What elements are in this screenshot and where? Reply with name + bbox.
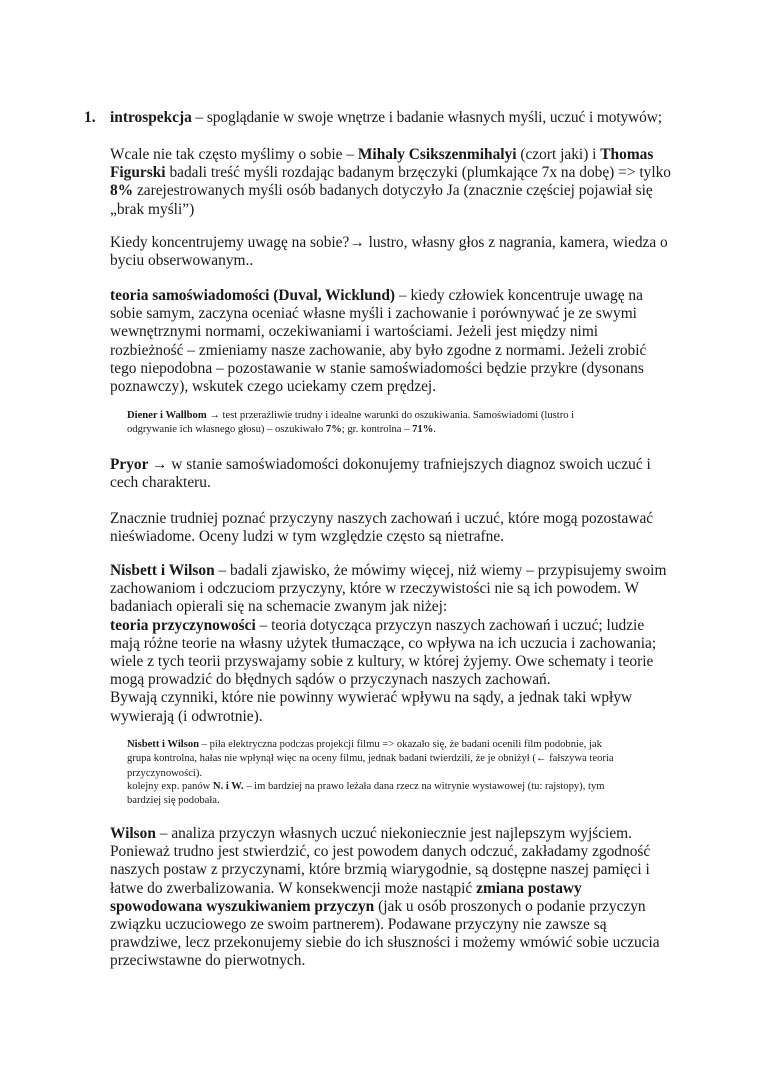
text-line: sobie samym, zaczyna oceniać własne myśli i zachowanie i porównywać je ze swymi <box>110 305 637 323</box>
text-line: byciu obserwowanym.. <box>110 252 254 270</box>
text-line: spowodowana wyszukiwaniem przyczyn (jak u osób proszonych o podanie przyczyn <box>110 897 646 915</box>
note-shop-window <box>110 780 670 809</box>
text-line: 8% zarejestrowanych myśli osób badanych dotyczyło Ja (znacznie częściej pojawiał się <box>110 182 653 200</box>
paragraph-pryor <box>110 456 670 492</box>
text-line: Nisbett i Wilson – badali zjawisko, że mówimy więcej, niż wiemy – przypisujemy swoim <box>110 562 667 579</box>
text-line: odgrywanie ich własnego głosu) – oszukiwało 7%; gr. kontrolna – 71%. <box>127 424 436 436</box>
text-line: bardziej się podobała. <box>127 795 220 807</box>
text-line: wywierają (i odwrotnie). <box>110 707 263 725</box>
text-line: Wcale nie tak często myślimy o sobie – Mihaly Csikszenmihalyi (czort jaki) i Thomas <box>110 146 654 163</box>
text-line: teoria samoświadomości (Duval, Wicklund) – kiedy człowiek koncentruje uwagę na <box>110 287 643 304</box>
text-line: łatwe do zwerbalizowania. W konsekwencji może nastąpić zmiana postawy <box>110 879 582 897</box>
text-line: tego niepodobna – pozostawanie w stanie samoświadomości będzie przykre (dysonans <box>110 359 644 377</box>
text-line: prawdziwe, lecz przekonujemy siebie do ich słuszności i możemy wmówić sobie uczucia <box>110 934 660 952</box>
heading-definition: – spoglądanie w swoje wnętrze i badanie własnych myśli, uczuć i motywów; <box>191 109 662 126</box>
paragraph-causes <box>110 510 670 546</box>
text-line: związku uczuciowego ze swoim partnerem). Podawane przyczyny nie zawsze są <box>110 916 607 934</box>
text-line: przeciwstawne do pierwotnych. <box>110 952 306 970</box>
text-line: Diener i Wallbom → test przeraźliwie trudny i idealne warunki do oszukiwania. Samoświadomi (lustro i <box>127 410 575 421</box>
text-line: zachowaniom i odczuciom przyczyny, które w rzeczywistości nie są ich powodem. W <box>110 580 640 598</box>
text-line: Znacznie trudniej poznać przyczyny naszych zachowań i uczuć, które mogą pozostawać <box>110 510 654 527</box>
paragraph-csikszentmihalyi <box>110 146 670 219</box>
text-line: mają różne teorie na własny użytek tłumaczące, co wpływa na ich uczucia i zachowania; <box>110 634 657 652</box>
text-line: mogą prowadzić do błędnych sądów o przyczynach naszych zachowań. <box>110 671 551 689</box>
list-heading <box>84 109 704 127</box>
text-line: kolejny exp. panów N. i W. – im bardziej na prawo leżała dana rzecz na witrynie wystawowej (tu: rajstopy), tym <box>127 781 605 792</box>
text-line: Kiedy koncentrujemy uwagę na sobie?→ lustro, własny głos z nagrania, kamera, wiedza o <box>110 234 668 251</box>
text-line: Pryor → w stanie samoświadomości dokonujemy trafniejszych diagnoz swoich uczuć i <box>110 456 651 473</box>
text-line: przyczynowości). <box>127 767 203 779</box>
text-line: Figurski badali treść myśli rozdając badanym brzęczyki (plumkające 7x na dobę) => tylko <box>110 164 671 182</box>
text-line: grupa kontrolna, hałas nie wpłynął więc na oceny filmu, jednak badani twierdzili, że je obniżył (← fałszywa teoria <box>127 753 614 765</box>
text-line: Nisbett i Wilson – piła elektryczna podczas projekcji filmu => okazało się, że badani ocenili film podobnie, jak <box>127 739 602 750</box>
text-line: „brak myśli”) <box>110 200 195 218</box>
text-line: poznawczy), wskutek czego uciekamy czem prędzej. <box>110 378 437 396</box>
text-line: wiele z tych teorii przyswajamy sobie z kultury, w której żyjemy. Owe schematy i teorie <box>110 653 654 671</box>
list-number: 1. <box>84 109 96 126</box>
text-line: badaniach opierali się na schemacie zwanym jak niżej: <box>110 598 448 616</box>
note-diener-wallbom <box>110 409 670 438</box>
text-line: rozbieżność – zmieniamy nasze zachowanie, aby było zgodne z normami. Jeżeli zrobić <box>110 341 647 359</box>
paragraph-self-awareness-theory <box>110 287 670 396</box>
text-line: Ponieważ trudno jest stwierdzić, co jest powodem danych odczuć, zakładamy zgodność <box>110 843 651 861</box>
heading-term: introspekcja <box>110 109 192 126</box>
text-line: nieświadome. Oceny ludzi w tym względzie często są nietrafne. <box>110 528 505 546</box>
paragraph-self-focus <box>110 234 670 270</box>
text-line: Bywają czynniki, które nie powinny wywierać wpływu na sądy, a jednak taki wpływ <box>110 689 633 707</box>
paragraph-nisbett-wilson <box>110 562 670 726</box>
text-line: cech charakteru. <box>110 474 211 492</box>
text-line: teoria przyczynowości – teoria dotycząca przyczyn naszych zachowań i uczuć; ludzie <box>110 616 645 634</box>
paragraph-wilson <box>110 825 670 971</box>
text-line: naszych postaw z przyczynami, które brzmią wiarygodnie, są dostępne naszej pamięci i <box>110 861 650 879</box>
note-saw-experiment <box>110 738 670 781</box>
text-line: Wilson – analiza przyczyn własnych uczuć niekoniecznie jest najlepszym wyjściem. <box>110 825 632 842</box>
text-line: wewnętrznymi normami, oczekiwaniami i wartościami. Jeżeli jest między nimi <box>110 323 599 341</box>
